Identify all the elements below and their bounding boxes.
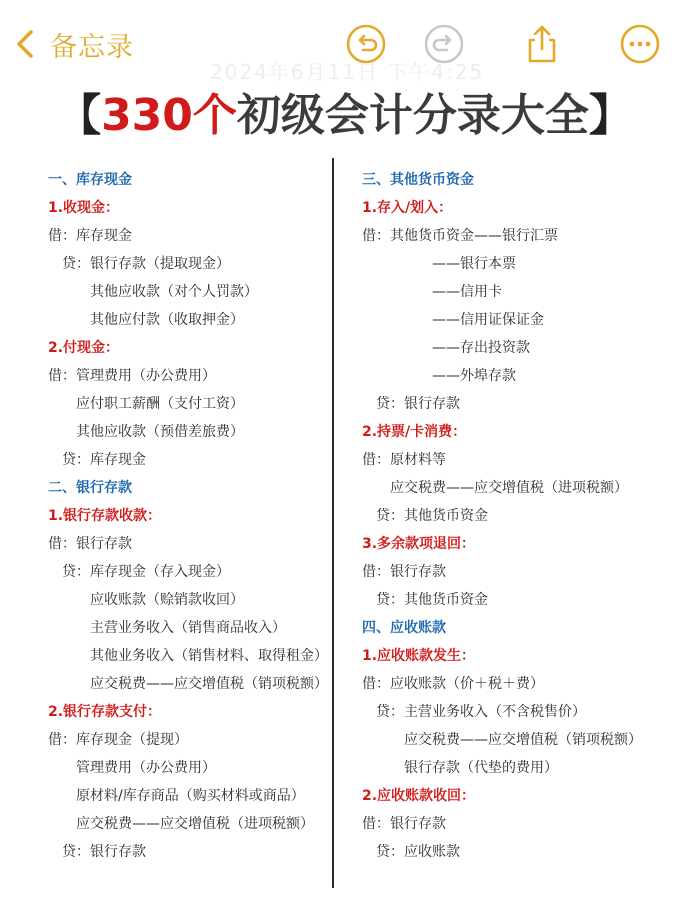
left-column (0, 166, 328, 866)
title-open-bracket: 【 (57, 90, 102, 141)
page-title (0, 86, 690, 146)
section-heading: 一、库存现金 (48, 172, 132, 188)
back-button[interactable] (14, 22, 134, 66)
more-button[interactable] (618, 22, 662, 66)
undo-icon (345, 23, 387, 65)
right-column (346, 166, 676, 866)
nav-bar (0, 0, 690, 88)
subsection-heading: 2.应收账款收回： (362, 788, 476, 804)
entry-line: ——信用卡 (432, 284, 502, 300)
entry-line: 借：银行存款 (48, 536, 132, 552)
entry-line: 贷：应收账款 (376, 844, 460, 860)
entry-line: 其他应付款（收取押金） (90, 312, 244, 328)
entry-line: 银行存款（代垫的费用） (404, 760, 558, 776)
title-number: 330个 (101, 90, 237, 141)
chevron-left-icon (14, 29, 36, 59)
entry-line: 借：库存现金（提现） (48, 732, 188, 748)
entry-line: 贷：银行存款 (376, 396, 460, 412)
entry-line: 贷：主营业务收入（不含税售价） (376, 704, 586, 720)
entry-line: 应交税费——应交增值税（销项税额） (404, 732, 642, 748)
entry-line: 贷：其他货币资金 (376, 592, 488, 608)
entry-line: 贷：库存现金 (62, 452, 146, 468)
entry-line: ——信用证保证金 (432, 312, 544, 328)
undo-button[interactable] (344, 22, 388, 66)
subsection-heading: 1.存入/划入： (362, 200, 453, 216)
redo-button[interactable] (422, 22, 466, 66)
entry-line: 其他业务收入（销售材料、取得租金） (90, 648, 328, 664)
more-icon (619, 23, 661, 65)
entry-line: 借：库存现金 (48, 228, 132, 244)
entry-line: 应交税费——应交增值税（进项税额） (76, 816, 314, 832)
subsection-heading: 1.银行存款收款： (48, 508, 162, 524)
entry-line: 管理费用（办公费用） (76, 760, 216, 776)
entry-line: ——银行本票 (432, 256, 516, 272)
note-date-ghost: 2024年6月11日 下午4:25 (210, 60, 485, 84)
section-heading: 四、应收账款 (362, 620, 446, 636)
entry-line: 贷：其他货币资金 (376, 508, 488, 524)
entry-line: 借：原材料等 (362, 452, 446, 468)
share-button[interactable] (520, 22, 564, 66)
entry-line: 应交税费——应交增值税（销项税额） (90, 676, 328, 692)
entry-line: 应收账款（赊销款收回） (90, 592, 244, 608)
column-divider (332, 158, 334, 888)
subsection-heading: 2.银行存款支付： (48, 704, 162, 720)
subsection-heading: 1.收现金： (48, 200, 120, 216)
section-heading: 二、银行存款 (48, 480, 132, 496)
entry-line: 主营业务收入（销售商品收入） (90, 620, 286, 636)
entry-line: 其他应收款（预借差旅费） (76, 424, 244, 440)
title-text: 初级会计分录大全 (236, 90, 589, 141)
subsection-heading: 2.付现金： (48, 340, 120, 356)
entry-line: ——外埠存款 (432, 368, 516, 384)
entry-line: ——存出投资款 (432, 340, 530, 356)
section-heading: 三、其他货币资金 (362, 172, 474, 188)
entry-line: 贷：库存现金（存入现金） (62, 564, 230, 580)
entry-line: 借：管理费用（办公费用） (48, 368, 216, 384)
subsection-heading: 1.应收账款发生： (362, 648, 476, 664)
subsection-heading: 2.持票/卡消费： (362, 424, 467, 440)
entry-line: 贷：银行存款（提取现金） (62, 256, 230, 272)
redo-icon (423, 23, 465, 65)
title-close-bracket: 】 (588, 90, 633, 141)
entry-line: 应交税费——应交增值税（进项税额） (390, 480, 628, 496)
share-icon (521, 23, 563, 65)
entry-line: 借：其他货币资金——银行汇票 (362, 228, 558, 244)
back-label: 备忘录 (50, 31, 134, 63)
subsection-heading: 3.多余款项退回： (362, 536, 476, 552)
entry-line: 应付职工薪酬（支付工资） (76, 396, 244, 412)
entry-line: 贷：银行存款 (62, 844, 146, 860)
entry-line: 借：银行存款 (362, 816, 446, 832)
entry-line: 借：应收账款（价＋税＋费） (362, 676, 544, 692)
entry-line: 借：银行存款 (362, 564, 446, 580)
entry-line: 原材料/库存商品（购买材料或商品） (76, 788, 305, 804)
entry-line: 其他应收款（对个人罚款） (90, 284, 258, 300)
